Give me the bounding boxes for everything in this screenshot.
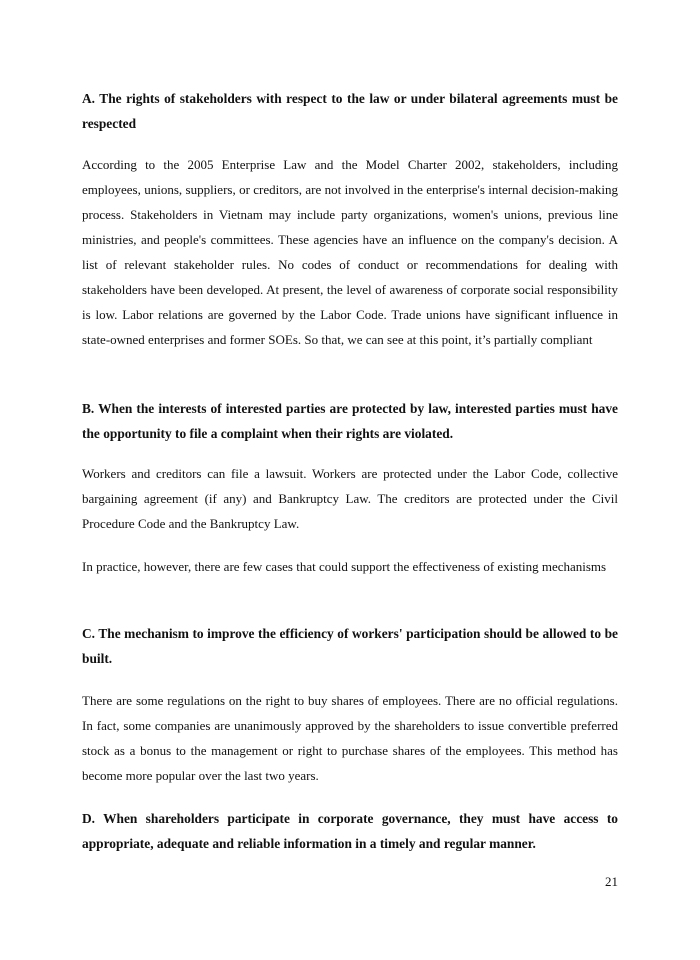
section-a-heading: A. The rights of stakeholders with respect to the law or under bilateral agreements must be respected (82, 91, 618, 131)
section-c-heading: C. The mechanism to improve the efficiency of workers' participation should be allowed to be built. (82, 626, 618, 666)
section-b-paragraph-2: In practice, however, there are few cases that could support the effectiveness of existing mechanisms (82, 559, 607, 574)
section-d-heading: D. When shareholders participate in corporate governance, they must have access to appropriate, adequate and reliable information in a timely and regular manner. (82, 811, 618, 851)
section-a-paragraph-1: According to the 2005 Enterprise Law and the Model Charter 2002, stakeholders, including employees, unions, suppliers, or creditors, are not involved in the enterprise's internal decision-making process. Stakeholders in Vietnam may include party organizations, women's unions, previous line ministries, and people's committees. These agencies have an influence on the company's decision. A list of relevant stakeholder rules. No codes of conduct or recommendations for dealing with stakeholders have been developed. At present, the level of awareness of corporate social responsibility is low. Labor relations are governed by the Labor Code. Trade unions have significant influence in state-owned enterprises and former SOEs. So that, we can see at this point, it’s partially compliant (82, 157, 618, 347)
section-b-paragraph-1: Workers and creditors can file a lawsuit. Workers are protected under the Labor Code, collective bargaining agreement (if any) and Bankruptcy Law. The creditors are protected under the Civil Procedure Code and the Bankruptcy Law. (82, 466, 618, 531)
section-c-paragraph-1: There are some regulations on the right to buy shares of employees. There are no official regulations. In fact, some companies are unanimously approved by the shareholders to issue convertible preferred stock as a bonus to the management or right to purchase shares of the employees. This method has become more popular over the last two years. (82, 693, 618, 783)
page-number: 21 (605, 874, 618, 889)
section-b-heading: B. When the interests of interested parties are protected by law, interested parties must have the opportunity to file a complaint when their rights are violated. (82, 401, 618, 441)
